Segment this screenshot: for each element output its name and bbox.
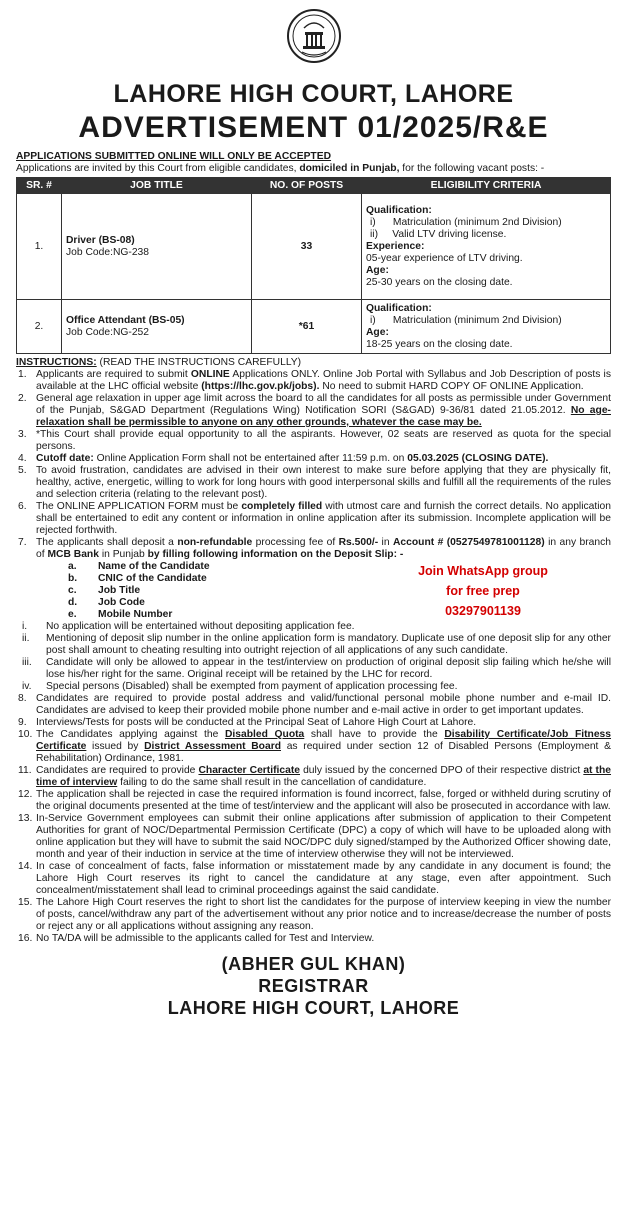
sub-text: No application will be entertained without depositing application fee. xyxy=(46,621,355,632)
text-part: 05.03.2025 (CLOSING DATE). xyxy=(407,453,549,464)
slip-letter: c. xyxy=(68,585,77,596)
online-notice: APPLICATIONS SUBMITTED ONLINE WILL ONLY BE ACCEPTED xyxy=(16,151,332,162)
list-item xyxy=(16,369,611,393)
intro-domicile: domiciled in Punjab, xyxy=(299,163,400,174)
text-part: duly issued by the concerned DPO of their respective district xyxy=(300,765,584,776)
text-part: completely filled xyxy=(241,501,323,512)
website-link[interactable]: (https://lhc.gov.pk/jobs). xyxy=(201,381,320,392)
list-item xyxy=(16,813,611,861)
sub-text: Mentioning of deposit slip number in the online application form is mandatory. Duplicate use of one deposit slip for any other post shall amount to cheating resulting into outright rejection of all applications of any such candidate. xyxy=(46,633,611,656)
text-part: non-refundable xyxy=(177,537,253,548)
criteria-item: 25-30 years on the closing date. xyxy=(366,276,513,288)
slip-text: CNIC of the Candidate xyxy=(98,573,207,584)
item-text xyxy=(36,501,611,537)
text-part: issued by xyxy=(86,741,145,752)
row-job-title xyxy=(62,194,252,300)
text-part: as required under section 12 of Disabled Persons (Employment & Rehabilitation) Ordinance, 1981. xyxy=(36,741,611,764)
criteria-qualification-heading: Qualification: xyxy=(366,204,432,216)
item-number: 16. xyxy=(18,933,33,944)
sub-text: Candidate will only be allowed to appear in the test/interview on production of original deposit slip failing which he/she will lose his/her right for the same. Original receipt will be retained by the LHC for record. xyxy=(46,657,611,680)
item-number: 14. xyxy=(18,861,33,872)
criteria-item: 18-25 years on the closing date. xyxy=(366,338,513,350)
list-item xyxy=(16,465,611,501)
text-part: Applications ONLY. Online Job Portal with Syllabus and Job Description of posts is available at the LHC official website xyxy=(36,369,611,392)
sub-number: ii. xyxy=(22,633,30,644)
list-item xyxy=(16,429,611,453)
sub-number: i. xyxy=(22,621,28,632)
slip-text: Job Title xyxy=(98,585,141,596)
text-part: at the time of interview xyxy=(36,765,612,788)
row-sr: 1. xyxy=(17,194,62,300)
text-part: The ONLINE APPLICATION FORM must be xyxy=(36,501,242,512)
text-part: Online Application Form shall not be entertained after 11:59 p.m. on xyxy=(93,453,408,464)
item-text: No TA/DA will be admissible to the applicants called for Test and Interview. xyxy=(36,933,375,944)
item-text xyxy=(36,369,611,393)
criteria-experience-heading: Experience: xyxy=(366,240,425,252)
list-item xyxy=(16,729,611,765)
row-posts: 33 xyxy=(252,194,362,300)
item-number: 9. xyxy=(18,717,27,728)
item-number: 8. xyxy=(18,693,27,704)
promo-line: for free prep xyxy=(446,584,520,598)
slip-text: Name of the Candidate xyxy=(98,561,210,572)
item-number: 15. xyxy=(18,897,33,908)
intro-text-after: for the following vacant posts: - xyxy=(399,163,545,174)
sub-item xyxy=(16,657,611,681)
item-text xyxy=(36,729,611,765)
job-title: Driver (BS-08) xyxy=(66,234,135,246)
whatsapp-promo xyxy=(408,561,558,621)
item-number: 3. xyxy=(18,429,27,440)
text-part: Rs.500/- xyxy=(338,537,379,548)
text-part: General age relaxation in upper age limit across the board to all the candidates for all posts as permissible under Government of the Punjab, S&GAD Department (Regulations Wing) Notification SORI (S&GAD) 9-36/81 dated 21.05.2012. xyxy=(36,393,611,416)
deposit-slip-fields xyxy=(16,561,611,621)
job-title: Office Attendant (BS-05) xyxy=(66,314,185,326)
item-text: The application shall be rejected in case the required information is found incorrect, false, forged or withheld during scrutiny of the original documents presented at the time of test/interview and the applicant will also be prosecuted in accordance with law. xyxy=(36,789,611,812)
sub-item xyxy=(16,681,611,693)
row-job-title xyxy=(62,300,252,354)
signatory-designation: REGISTRAR xyxy=(258,976,369,996)
intro-text-before: Applications are invited by this Court from eligible candidates, xyxy=(16,163,300,174)
row-sr: 2. xyxy=(17,300,62,354)
signatory-court: LAHORE HIGH COURT, LAHORE xyxy=(167,998,460,1018)
item-number: 13. xyxy=(18,813,33,824)
text-part: ONLINE xyxy=(190,369,230,380)
promo-phone: 03297901139 xyxy=(445,604,521,618)
criteria-age-heading: Age: xyxy=(366,264,389,276)
promo-line: Join WhatsApp group xyxy=(418,564,548,578)
slip-letter: e. xyxy=(68,609,77,620)
sub-number: iv. xyxy=(22,681,32,692)
instructions-heading xyxy=(16,357,611,369)
text-part: failing to do the same shall result in the cancellation of candidature. xyxy=(117,777,427,788)
text-part: Candidates are required to provide xyxy=(36,765,199,776)
text-part: Character Certificate xyxy=(198,765,300,776)
text-part: MCB Bank xyxy=(47,549,99,560)
item-number: 7. xyxy=(18,537,27,548)
text-part: in xyxy=(378,537,393,548)
table-row xyxy=(17,194,611,300)
criteria-item: i) Matriculation (minimum 2nd Division) xyxy=(370,216,562,228)
item-text xyxy=(36,393,611,429)
slip-letter: d. xyxy=(68,597,78,608)
job-code: Job Code:NG-252 xyxy=(66,326,149,338)
text-part: Cutoff date: xyxy=(36,453,94,464)
text-part: shall have to provide the xyxy=(304,729,445,740)
signatory-name: (ABHER GUL KHAN) xyxy=(221,954,406,974)
text-part: processing fee of xyxy=(252,537,339,548)
item-number: 6. xyxy=(18,501,27,512)
text-part: in Punjab xyxy=(98,549,148,560)
criteria-item: 05-year experience of LTV driving. xyxy=(366,252,523,264)
account-number: Account # (0527549781001128) xyxy=(392,537,545,548)
text-part: with utmost care and furnish the correct details. No application shall be entertained to edit any content or information in online application after its submission. Incomplete application will be rejected forthwith. xyxy=(36,501,611,536)
slip-letter: a. xyxy=(68,561,77,572)
criteria-age-heading: Age: xyxy=(366,326,389,338)
item-number: 5. xyxy=(18,465,27,476)
item-number: 10. xyxy=(18,729,33,740)
item-number: 1. xyxy=(18,369,27,380)
item-text: To avoid frustration, candidates are advised in their own interest to make sure before applying that they are physically fit, healthy, active, energetic, willing to work for long hours with good interpersonal skills and fulfill all the requirements of the rules and selection criteria (relating to the relevant post). xyxy=(36,465,611,500)
advertisement-title: ADVERTISEMENT 01/2025/R&E xyxy=(78,111,549,144)
text-part: Disability Certificate/Job Fitness Certificate xyxy=(36,729,612,752)
list-item xyxy=(16,933,611,945)
text-part: The Candidates applying against the xyxy=(36,729,225,740)
item-text xyxy=(36,765,611,789)
header-job-title: JOB TITLE xyxy=(62,178,252,194)
item-text xyxy=(36,453,611,465)
list-item xyxy=(16,693,611,717)
list-item xyxy=(16,789,611,813)
list-item xyxy=(16,537,611,561)
list-item xyxy=(16,501,611,537)
list-item xyxy=(16,897,611,933)
list-item xyxy=(16,453,611,465)
item-number: 4. xyxy=(18,453,27,464)
table-header-row xyxy=(17,178,611,194)
sub-item xyxy=(16,633,611,657)
item-text: In case of concealment of facts, false information or misstatement made by any candidate in any document is found; the Lahore High Court reserves its right to cancel the candidature at any stage, even after appointment. Such concealment/misstatement shall lead to criminal proceedings against the said candidate. xyxy=(36,861,611,896)
header-eligibility: ELIGIBILITY CRITERIA xyxy=(362,178,611,194)
item-number: 2. xyxy=(18,393,27,404)
item-number: 12. xyxy=(18,789,33,800)
slip-letter: b. xyxy=(68,573,78,584)
row-posts: *61 xyxy=(252,300,362,354)
list-item xyxy=(16,717,611,729)
row-criteria xyxy=(362,194,611,300)
court-seal-icon xyxy=(286,8,342,64)
row-criteria xyxy=(362,300,611,354)
table-row xyxy=(17,300,611,354)
item-text: In-Service Government employees can submit their online applications after submission of application to their Competent Authorities for grant of NOC/Departmental Permission Certificate (DPC) a copy of which will have to be uploaded along with online application but they will have to submit the said NOC/DPC duly signed/stamped by the Authorized Officer showing date, month and year of their induction in service at the time of interview otherwise they will not be interviewed. xyxy=(36,813,611,860)
item-text: The Lahore High Court reserves the right to short list the candidates for the purpose of interview keeping in view the number of posts, cancel/withdraw any part of the advertisement without any prior notice and to increase/decrease the number of posts or reject any or all applications without assigning any reason. xyxy=(36,897,611,932)
slip-text: Mobile Number xyxy=(98,609,173,620)
text-part: No age-relaxation shall be permissible to anyone on any other grounds, whatever the case may be. xyxy=(36,405,611,428)
header-sr: SR. # xyxy=(17,178,62,194)
header-no-of-posts: NO. OF POSTS xyxy=(252,178,362,194)
sub-text: Special persons (Disabled) shall be exempted from payment of application processing fee. xyxy=(46,681,458,692)
list-item xyxy=(16,861,611,897)
instructions-list xyxy=(16,369,611,945)
item-text: *This Court shall provide equal opportunity to all the aspirants. However, 02 seats are reserved as quota for the special persons. xyxy=(36,429,611,452)
signature-block xyxy=(16,953,611,1019)
text-part: District Assessment Board xyxy=(144,741,281,752)
instructions-label: INSTRUCTIONS: xyxy=(16,357,97,368)
item-number: 11. xyxy=(18,765,32,776)
job-code: Job Code:NG-238 xyxy=(66,246,149,258)
criteria-item: ii) Valid LTV driving license. xyxy=(370,228,507,240)
text-part: Applicants are required to submit xyxy=(36,369,191,380)
slip-text: Job Code xyxy=(98,597,145,608)
item-text: Candidates are required to provide postal address and valid/functional personal mobile phone number and e-mail ID. Candidates are advised to keep their provided mobile phone number and e-mail active in order to get important updates. xyxy=(36,693,611,716)
list-item xyxy=(16,765,611,789)
intro-text xyxy=(16,163,611,175)
criteria-item: i) Matriculation (minimum 2nd Division) xyxy=(370,314,562,326)
list-item xyxy=(16,393,611,429)
text-part: No need to submit HARD COPY OF ONLINE Application. xyxy=(319,381,584,392)
instructions-note: (READ THE INSTRUCTIONS CAREFULLY) xyxy=(96,357,302,368)
text-part: in any branch of xyxy=(36,537,612,560)
item-text: Interviews/Tests for posts will be conducted at the Principal Seat of Lahore High Court at Lahore. xyxy=(36,717,477,728)
criteria-qualification-heading: Qualification: xyxy=(366,302,432,314)
sub-item xyxy=(16,621,611,633)
court-title: LAHORE HIGH COURT, LAHORE xyxy=(113,80,514,108)
text-part: by filling following information on the Deposit Slip: - xyxy=(147,549,404,560)
item-text xyxy=(36,537,611,561)
text-part: The applicants shall deposit a xyxy=(36,537,178,548)
sub-number: iii. xyxy=(22,657,32,668)
text-part: Disabled Quota xyxy=(224,729,305,740)
vacancy-table xyxy=(16,177,611,354)
